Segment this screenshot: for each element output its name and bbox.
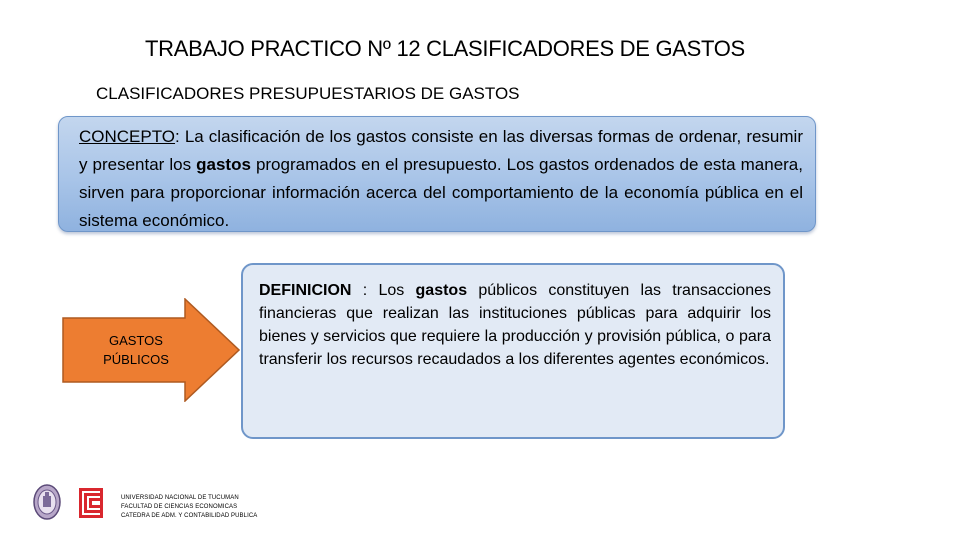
definition-text-2: públicos constituyen las transacciones financieras que realizan las instituciones públicas para adquirir los bienes y servicios que requiere la producción y provisión pública, o para transferir los recursos recaudados a los diferentes agentes económicos. xyxy=(259,282,771,368)
concept-bold-word: gastos xyxy=(196,155,251,174)
arrow-label-line-2: PÚBLICOS xyxy=(103,352,169,367)
definition-bold-word: gastos xyxy=(415,282,468,299)
footer-line-2: FACULTAD DE CIENCIAS ECONOMICAS xyxy=(121,504,238,510)
concept-label: CONCEPTO xyxy=(79,127,176,146)
slide-title: TRABAJO PRACTICO Nº 12 CLASIFICADORES DE GASTOS xyxy=(145,36,745,61)
concept-box xyxy=(58,116,816,232)
footer-line-1: UNIVERSIDAD NACIONAL DE TUCUMAN xyxy=(121,495,239,501)
faculty-logo-icon xyxy=(79,488,103,518)
university-seal-icon xyxy=(33,484,61,520)
gastos-publicos-arrow xyxy=(62,298,240,402)
definition-text-1: : Los xyxy=(351,282,416,299)
definition-label: DEFINICION xyxy=(259,282,352,299)
footer-line-3: CATEDRA DE ADM. Y CONTABILIDAD PUBLICA xyxy=(121,513,258,519)
institution-footer xyxy=(121,494,257,521)
arrow-label xyxy=(84,331,188,369)
arrow-label-line-1: GASTOS xyxy=(109,333,163,348)
definition-box xyxy=(241,263,785,439)
concept-text-2: programados en el presupuesto. Los gastos ordenados de esta manera, sirven para proporcionar información acerca del comportamiento de la economía pública en el sistema económico. xyxy=(79,155,803,230)
concept-text-1: : La clasificación de los gastos consiste en las diversas formas de ordenar, resumir y presentar los xyxy=(79,127,803,174)
slide-subtitle: CLASIFICADORES PRESUPUESTARIOS DE GASTOS xyxy=(96,84,520,103)
